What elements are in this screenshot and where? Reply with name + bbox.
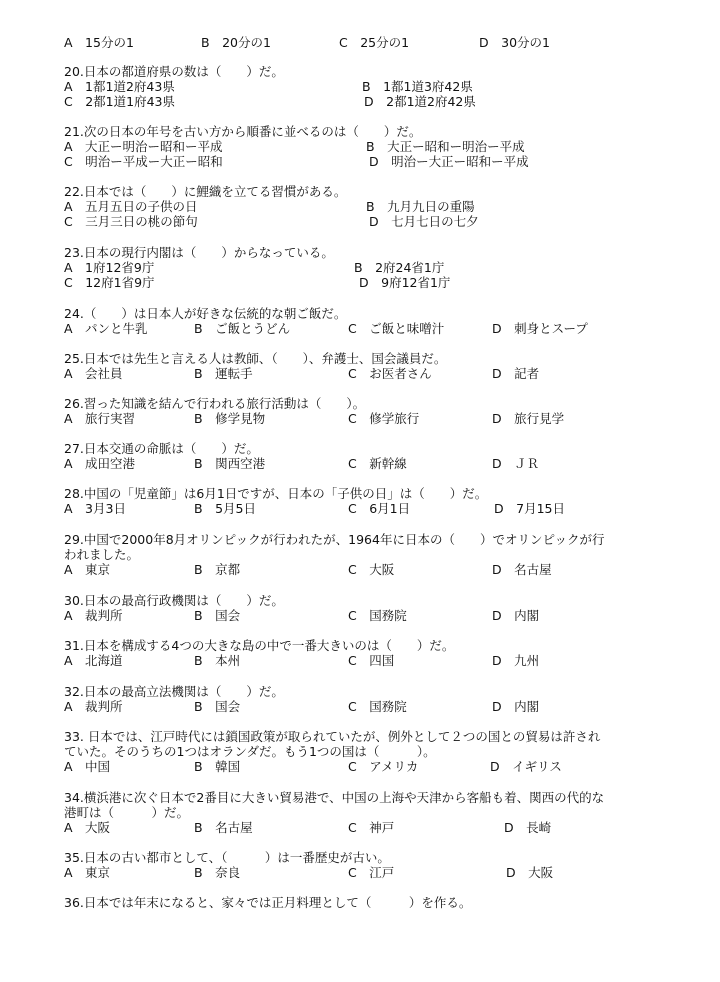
option-b: B 修学見物	[194, 411, 266, 426]
question-25	[64, 351, 664, 381]
question-stem: 28.中国の「児童節」は6月1日ですが、日本の「子供の日」は（ ）だ。	[64, 486, 488, 501]
question-stem: 22.日本では（ ）に鯉織を立てる習慣がある。	[64, 184, 347, 199]
question-stem: 30.日本の最高行政機関は（ ）だ。	[64, 593, 284, 608]
options-row	[64, 411, 664, 426]
option-c: C 2都1道1府43県	[64, 94, 175, 109]
options-row	[64, 562, 664, 577]
option-d: D 刺身とスープ	[492, 321, 588, 336]
option-a: A 東京	[64, 562, 111, 577]
option-b: B 2府24省1庁	[354, 260, 445, 275]
option-b: B 5月5日	[194, 501, 256, 516]
question-stem: 25.日本では先生と言える人は教師、（ ）、弁護士、国会議員だ。	[64, 351, 447, 366]
option-b: B 運転手	[194, 366, 253, 381]
option-c: C 修学旅行	[348, 411, 420, 426]
option-a: A 1都1道2府43県	[64, 79, 175, 94]
option-d: D 大阪	[506, 865, 554, 880]
option-b: B 京都	[194, 562, 241, 577]
option-d: D ＪＲ	[492, 456, 540, 471]
question-24	[64, 306, 664, 336]
question-stem: 34.横浜港に次ぐ日本で2番目に大きい貿易港で、中国の上海や天津から客船も着、関西の代的な港町は（ ）だ。	[64, 790, 605, 820]
options-row	[64, 214, 664, 229]
option-c: C 大阪	[348, 562, 395, 577]
option-d: D 7月15日	[494, 501, 565, 516]
options-row	[64, 275, 664, 290]
option-a: A 大正ー明治ー昭和ー平成	[64, 139, 223, 154]
option-b: B 名古屋	[194, 820, 253, 835]
options-row	[64, 653, 664, 668]
question-23	[64, 245, 664, 290]
option-c: C 神戸	[348, 820, 395, 835]
options-row	[64, 456, 664, 471]
option-a: A 裁判所	[64, 699, 123, 714]
question-stem: 31.日本を構成する4つの大きな島の中で一番大きいのは（ ）だ。	[64, 638, 455, 653]
options-row	[64, 759, 664, 774]
question-29	[64, 532, 664, 577]
question-stem: 35.日本の古い都市として、（ ）は一番歴史が古い。	[64, 850, 390, 865]
option-d: D 明治ー大正ー昭和ー平成	[369, 154, 529, 169]
question-19-options	[64, 35, 664, 50]
options-row	[64, 94, 664, 109]
option-c: C アメリカ	[348, 759, 419, 774]
option-a: A 旅行実習	[64, 411, 136, 426]
option-a: A 北海道	[64, 653, 123, 668]
question-27	[64, 441, 664, 471]
option-d: D 七月七日の七夕	[369, 214, 479, 229]
question-33	[64, 729, 664, 774]
options-row	[64, 35, 664, 50]
question-stem: 20.日本の都道府県の数は（ ）だ。	[64, 64, 284, 79]
question-stem: 32.日本の最高立法機関は（ ）だ。	[64, 684, 284, 699]
option-b: B 国会	[194, 699, 241, 714]
option-c: C ご飯と味噌汁	[348, 321, 445, 336]
question-20	[64, 64, 664, 109]
options-row	[64, 820, 664, 835]
question-stem: 27.日本交通の命脈は（ ）だ。	[64, 441, 259, 456]
option-c: C 新幹線	[348, 456, 407, 471]
question-21	[64, 124, 664, 169]
option-b: B 奈良	[194, 865, 241, 880]
options-row	[64, 199, 664, 214]
question-stem: 21.次の日本の年号を古い方から順番に並べるのは（ ）だ。	[64, 124, 422, 139]
options-row	[64, 79, 664, 94]
question-36	[64, 895, 664, 910]
option-a: A 中国	[64, 759, 111, 774]
option-d: D 30分の1	[479, 35, 550, 50]
option-d: D イギリス	[490, 759, 562, 774]
option-b: B ご飯とうどん	[194, 321, 291, 336]
option-d: D 9府12省1庁	[359, 275, 451, 290]
question-22	[64, 184, 664, 229]
option-b: B 関西空港	[194, 456, 266, 471]
option-d: D 長崎	[504, 820, 552, 835]
option-a: A 東京	[64, 865, 111, 880]
options-row	[64, 260, 664, 275]
option-b: B 1都1道3府42県	[362, 79, 473, 94]
question-stem: 36.日本では年末になると、家々では正月料理として（ ）を作る。	[64, 895, 472, 910]
option-a: A 1府12省9庁	[64, 260, 155, 275]
option-a: A パンと牛乳	[64, 321, 148, 336]
option-c: C 12府1省9庁	[64, 275, 155, 290]
option-c: C 三月三日の桃の節句	[64, 214, 198, 229]
question-35	[64, 850, 664, 880]
option-b: B 国会	[194, 608, 241, 623]
option-c: C 四国	[348, 653, 395, 668]
question-32	[64, 684, 664, 714]
option-c: C 江戸	[348, 865, 395, 880]
option-a: A 会社員	[64, 366, 123, 381]
option-d: D 旅行見学	[492, 411, 565, 426]
question-stem: 24.（ ）は日本人が好きな伝統的な朝ご飯だ。	[64, 306, 347, 321]
question-stem: 33. 日本では、江戸時代には鎖国政策が取られていたが、例外として２つの国との貿易は許されていた。そのうちの1つはオランダだ。もう1つの国は（ ）。	[64, 729, 601, 759]
option-a: A 五月五日の子供の日	[64, 199, 198, 214]
option-c: C 国務院	[348, 699, 407, 714]
option-b: B 本州	[194, 653, 241, 668]
options-row	[64, 366, 664, 381]
option-a: A 成田空港	[64, 456, 136, 471]
option-c: C 25分の1	[339, 35, 410, 50]
question-34	[64, 790, 664, 835]
options-row	[64, 321, 664, 336]
option-a: A 3月3日	[64, 501, 126, 516]
options-row	[64, 139, 664, 154]
question-31	[64, 638, 664, 668]
question-stem: 23.日本の現行内閣は（ ）からなっている。	[64, 245, 334, 260]
option-c: C 6月1日	[348, 501, 411, 516]
option-a: A 大阪	[64, 820, 111, 835]
option-a: A 15分の1	[64, 35, 134, 50]
option-b: B 大正ー昭和ー明治ー平成	[366, 139, 525, 154]
options-row	[64, 608, 664, 623]
question-stem: 29.中国で2000年8月オリンピックが行われたが、1964年に日本の（ ）でオリンピックが行われました。	[64, 532, 605, 562]
options-row	[64, 865, 664, 880]
option-c: C 国務院	[348, 608, 407, 623]
option-d: D 名古屋	[492, 562, 552, 577]
option-d: D 九州	[492, 653, 540, 668]
options-row	[64, 154, 664, 169]
option-c: C 明治ー平成ー大正ー昭和	[64, 154, 223, 169]
option-a: A 裁判所	[64, 608, 123, 623]
question-stem: 26.習った知識を結んで行われる旅行活動は（ ）。	[64, 396, 366, 411]
question-30	[64, 593, 664, 623]
option-b: B 九月九日の重陽	[366, 199, 475, 214]
options-row	[64, 501, 664, 516]
option-d: D 2都1道2府42県	[364, 94, 476, 109]
option-d: D 内閣	[492, 699, 540, 714]
option-c: C お医者さん	[348, 366, 432, 381]
options-row	[64, 699, 664, 714]
option-d: D 内閣	[492, 608, 540, 623]
option-d: D 記者	[492, 366, 540, 381]
option-b: B 韓国	[194, 759, 241, 774]
question-28	[64, 486, 664, 516]
question-26	[64, 396, 664, 426]
option-b: B 20分の1	[201, 35, 271, 50]
